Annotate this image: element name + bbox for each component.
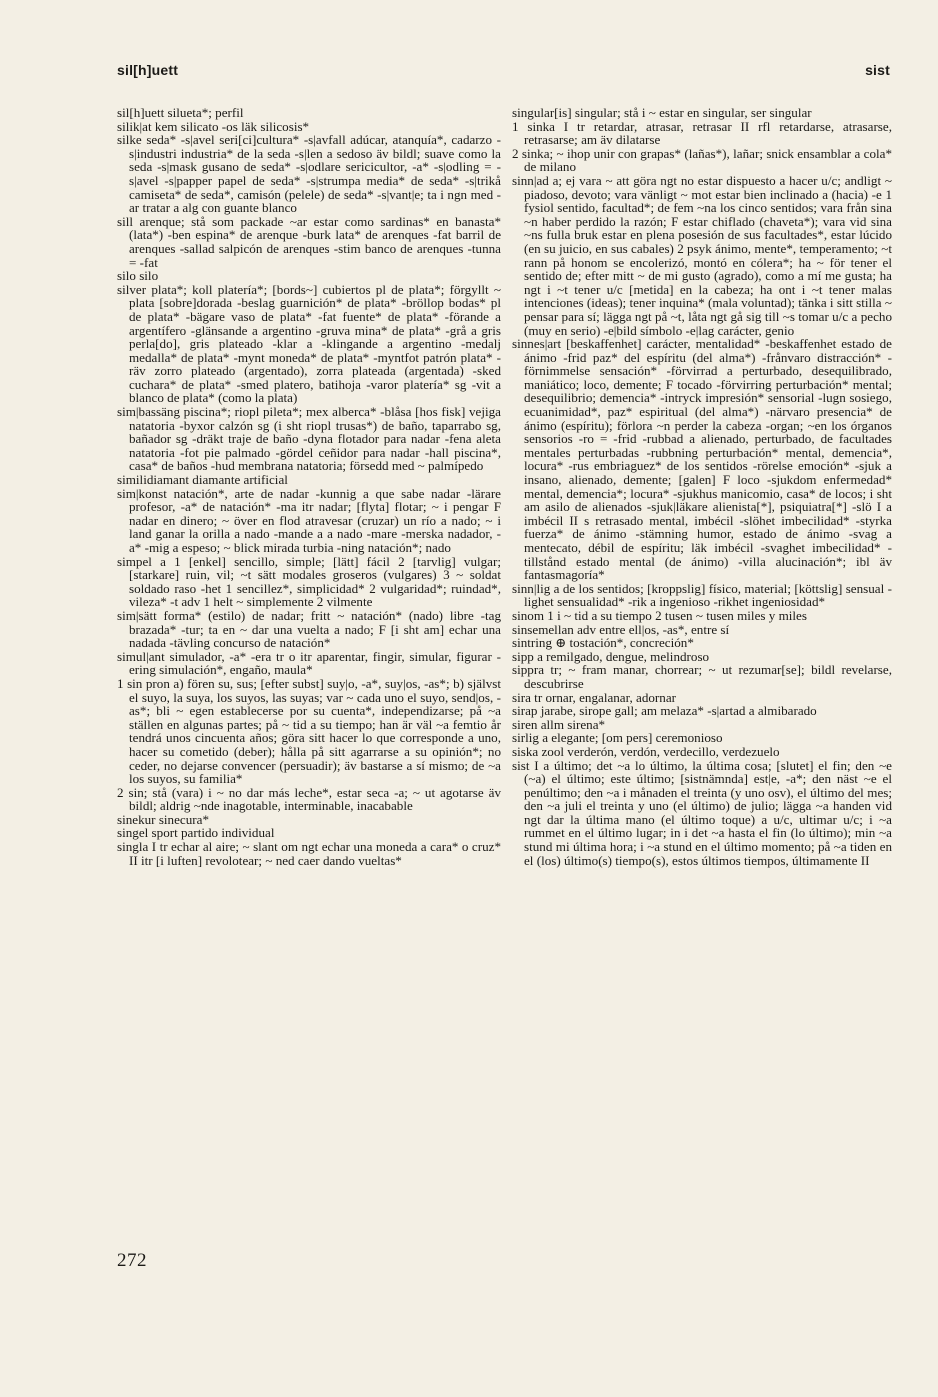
dictionary-entry: 2 sin; stå (vara) i ~ no dar más leche*, estar seca -a; ~ ut agotarse äv bildl; aldrig ~nde inagotable, interminable, inacabable [117, 784, 501, 814]
dictionary-entry: sinsemellan adv entre ell|os, -as*, entre sí [512, 621, 730, 637]
dictionary-entry: sirlig a elegante; [om pers] ceremonioso [512, 730, 723, 746]
dictionary-entry: siska zool verderón, verdón, verdecillo, verdezuelo [512, 743, 780, 759]
dictionary-entry: simpel a 1 [enkel] sencillo, simple; [lätt] fácil 2 [tarvlig] vulgar; [starkare] ruin, vil; ~t sätt modales groseros (vulgares) 3 ~ soldat soldado raso -het 1 sencillez*, simplicidad* 2 vulgaridad*; ruindad*, vileza* -t adv 1 helt ~ simplemente 2 vilmente [117, 553, 501, 610]
dictionary-entry: sim|bassäng piscina*; riopl pileta*; mex alberca* -blåsa [hos fisk] vejiga natatoria -byxor calzón sg (i sht riopl trusas*) de baño, taparrabo sg, bañador sg -dräkt traje de baño -dyna flotador para nadar -fena aleta natatoria -fot pie palmado -gördel ceñidor para nadar -hall piscina*, casa* de baños -hud membrana natatoria; försedd med ~ palmípedo [117, 404, 501, 474]
running-head-right: sist [865, 62, 890, 78]
dictionary-entry: silke seda* -s|avel seri[ci]cultura* -s|avfall adúcar, atanquía*, cadarzo -s|industri industria* de la seda -s|len a sedoso äv bildl; suave como la seda -s|mask gusano de seda* -s|odlare sericicultor, -a* -s|odling = -s|avel -s|papper papel de seda* -s|strumpa media* de seda* -s|trikå camiseta* de seda*, camisón (pelele) de seda* -s|vant|e; ta i ngn med -ar tratar a alg con guante blanco [117, 132, 501, 216]
dictionary-entry: singla I tr echar al aire; ~ slant om ngt echar una moneda a cara* o cruz* II itr [i luften] revolotear; ~ ned caer dando vueltas* [117, 839, 501, 868]
dictionary-entry: singel sport partido individual [117, 825, 275, 841]
dictionary-entry: singular[is] singular; stå i ~ estar en singular, ser singular [512, 105, 812, 120]
dictionary-entry: siren allm sirena* [512, 716, 606, 732]
page-number: 272 [117, 1250, 147, 1271]
dictionary-entry: sinom 1 i ~ tid a su tiempo 2 tusen ~ tusen miles y miles [512, 607, 807, 623]
dictionary-entry: silver plata*; koll platería*; [bords~] cubiertos pl de plata*; förgyllt ~ plata [sobre]dorada -beslag guarnición* de plata* -bröllop bodas* pl de plata* -bägare vaso de plata* -fat fuente* de plata* -förande a argentífero -glänsande a argentino -gruva mina* de plata* -grå a gris perla[do], gris plateado -klar a -klingande a argentino -medalj medalla* de plata* -mynt moneda* de plata* -myntfot patrón plata* -räv zorro plateado (argentado), zorra plateada (argentada) -sked cuchara* de plata* -smed platero, batihoja -varor platería* sg -vit a blanco de plata* (como la plata) [117, 281, 501, 406]
dictionary-entry: silo silo [117, 268, 159, 284]
dictionary-entry: sinn|lig a de los sentidos; [kroppslig] físico, material; [köttslig] sensual -lighet sensualidad* -rik a ingenioso -rikhet ingeniosidad* [512, 580, 892, 610]
dictionary-entry: 1 sin pron a) fören su, sus; [efter subst] suy|o, -a*, suy|os, -as*; b) självst el suyo, la suya, los suyos, las suyas; var ~ cada uno el suyo, send|os, -as*; bli ~ egen establecerse por su cuenta*, independizarse; på ~a ställen en algunas partes; på ~ tid a su tiempo; han är väl ~a femtio år tendrá unos cincuenta años; göra sitt hacer lo que corresponde a uno, hacer su cometido (deber); hålla på sitt agarrarse a su opinión*; no ceder, no dejarse convencer (persuadir); äv bastarse a sí mismo; de ~a los suyos, su familia* [117, 675, 501, 787]
left-column [117, 106, 501, 867]
dictionary-entry: sill arenque; stå som packade ~ar estar como sardinas* en banasta* (lata*) -ben espina* de arenque -burk lata* de arenques -fat barril de arenques -sallad salpicón de arenques -stim banco de arenques -tunna = -fat [117, 213, 501, 270]
dictionary-entry: sinnes|art [beskaffenhet] carácter, mentalidad* -beskaffenhet estado de ánimo -frid paz* del espíritu (del alma*) -frånvaro distracción* -förnimmelse sensación* -förvirrad a perturbado, desequilibrado, maniático; loco, demente; F tocado -förvirring perturbación* mental; desequilibrio; demencia* -intryck impresión* sensorial -lugn sosiego, ecuanimidad*, paz* espiritual (del alma*) -närvaro presencia* de ánimo (espíritu); förlora ~n perder la cabeza -organ; ~en los órganos sensorios -ro = -frid -rubbad a alienado, perturbado, de facultades mentales perturbadas -rubbning perturbación* mental, demencia*, locura* -rus embriaguez* de los sentidos -rörelse emoción* -sjuk a insano, alienado, demente; [galen] F loco -sjukdom enfermedad* mental, demencia*; locura* -sjukhus manicomio, casa* de locos; i sht am asilo de alienados -sjuk|läkare alienista[*], psiquiatra[*] -slö I a imbécil II s retrasado mental, imbécil -slöhet imbecilidad* -styrka fuerza* de ánimo -stämning humor, estado de ánimo -svag a mentecato, débil de espíritu; läk imbécil -svaghet imbecilidad* -tillstånd estado mental (de ánimo) -villa alucinación*; ibl äv fantasmagoría* [512, 336, 892, 583]
dictionary-entry: sintring ⊕ tostación*, concreción* [512, 635, 694, 651]
dictionary-entry: sira tr ornar, engalanar, adornar [512, 689, 676, 705]
dictionary-entry: sist I a último; det ~a lo último, la última cosa; [slutet] el fin; den ~e (~a) el último; este último; [sistnämnda] est|e, -a*; den näst ~e el penúltimo; den ~a i månaden el treinta (y uno osv), el último del mes; den ~a juli el treinta y uno (el último) de julio; lägga ~a handen vid ngt dar la última mano (el último toque) a u/c, ultimar u/c; i ~a rummet en el último lugar; in i det ~a hasta el fin (lo último); min ~a stund mi última hora; i ~a stund en el último momento; på ~a tiden en el (los) último(s) tiempo(s), estos últimos tiempos, últimamente II [512, 757, 892, 868]
dictionary-entry: sipp a remilgado, dengue, melindroso [512, 648, 710, 664]
dictionary-entry: similidiamant diamante artificial [117, 472, 288, 488]
dictionary-entry: 1 sinka I tr retardar, atrasar, retrasar II rfl retardarse, atrasarse, retrasarse; am äv dilatarse [512, 118, 892, 148]
dictionary-entry: 2 sinka; ~ ihop unir con grapas* (lañas*), lañar; snick ensamblar a cola* de milano [512, 145, 892, 175]
dictionary-entry: sim|konst natación*, arte de nadar -kunnig a que sabe nadar -lärare profesor, -a* de natación* -ma itr nadar; [flyta] flotar; ~ i pengar F nadar en dinero; ~ över en flod atravesar (cruzar) un río a nado; ~ i land ganar la orilla a nado -mande a a nado -mare -merska nadador, -a* -mig a espeso; ~ blick mirada turbia -ning natación*; nado [117, 485, 501, 555]
dictionary-entry: sippra tr; ~ fram manar, chorrear; ~ ut rezumar[se]; bildl revelarse, descubrirse [512, 662, 892, 691]
dictionary-entry: sim|sätt forma* (estilo) de nadar; fritt ~ natación* (nado) libre -tag brazada* -tur; ta en ~ dar una vuelta a nado; F [i sht am] echar una nadada -tävling concurso de natación* [117, 607, 501, 651]
dictionary-entry: sirap jarabe, sirope gall; am melaza* -s|artad a almibarado [512, 703, 817, 719]
dictionary-entry: silik|at kem silicato -os läk silicosis* [117, 118, 310, 134]
running-head-left: sil[h]uett [117, 62, 179, 78]
dictionary-entry: sinekur sinecura* [117, 811, 209, 827]
dictionary-entry: sil[h]uett silueta*; perfil [117, 105, 244, 120]
dictionary-entry: sinn|ad a; ej vara ~ att göra ngt no estar dispuesto a hacer u/c; andligt ~ piadoso, devoto; vara vänligt ~ mot estar bien inclinado a (hacia) -e 1 fysiol sentido, facultad*; de fem ~na los cinco sentidos; vara från sina ~n haber perdido la razón; F estar chiflado (chaveta*); vara vid sina ~ns fulla bruk estar en plena posesión de sus facultades*, estar lúcido (en su juicio, en sus cabales) 2 psyk ánimo, mente*, temperamento; ~t rann på honom se encolerizó, montó en cólera*; ha ~ för tener el sentido de; efter mitt ~ de mi gusto (agrado), como a mí me gusta; ha ngt i ~t tener u/c [metida] en la cabeza; ha ont i ~t tener malas intenciones (ideas); tener inquina* (mala voluntad); tänka i sitt stilla ~ pensar para sí; lägga ngt på ~t, låta ngt gå sig till ~s tomar u/c a pecho (muy en serio) -e|bild símbolo -e|lag carácter, genio [512, 172, 892, 338]
right-column [512, 106, 892, 867]
dictionary-entry: simul|ant simulador, -a* -era tr o itr aparentar, fingir, simular, figurar -ering simulación*, engaño, maula* [117, 648, 501, 678]
